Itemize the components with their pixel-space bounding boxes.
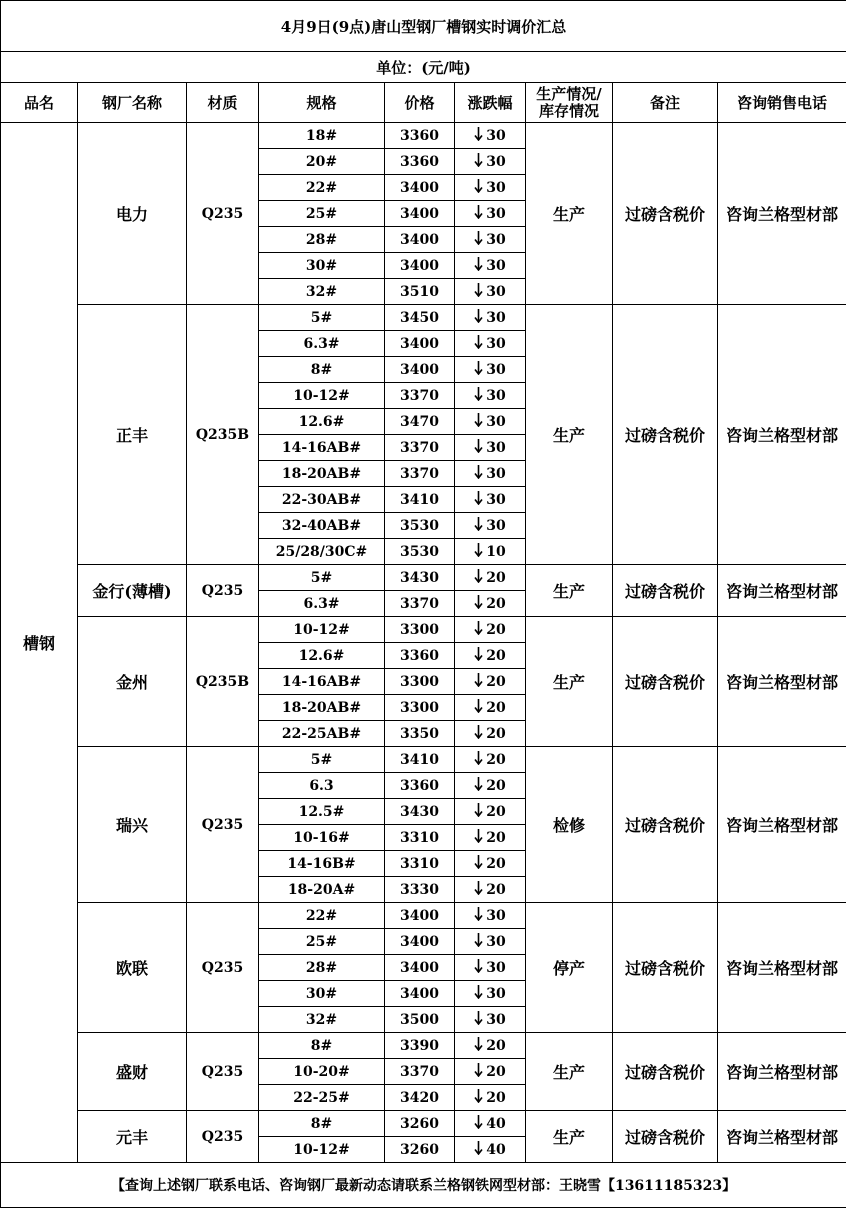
table-row	[1, 123, 846, 149]
spec-cell: 10-20#	[259, 1059, 385, 1085]
change-value: 30	[486, 1011, 506, 1028]
spec-cell: 14-16B#	[259, 851, 385, 877]
change-value: 30	[486, 907, 506, 924]
arrow-down-icon	[474, 542, 483, 561]
change-value: 20	[486, 855, 506, 872]
change-value: 20	[486, 751, 506, 768]
arrow-down-icon	[474, 854, 483, 873]
spec-cell: 22#	[259, 175, 385, 201]
change-cell	[455, 565, 526, 591]
table-row	[1, 747, 846, 773]
change-cell	[455, 487, 526, 513]
price-cell: 3410	[385, 747, 455, 773]
arrow-down-icon	[474, 802, 483, 821]
header-status-line1: 生产情况/	[536, 84, 602, 103]
change-cell	[455, 201, 526, 227]
change-cell	[455, 435, 526, 461]
arrow-down-icon	[474, 308, 483, 327]
spec-cell: 28#	[259, 227, 385, 253]
spec-cell: 18-20AB#	[259, 695, 385, 721]
change-value: 40	[486, 1115, 506, 1132]
change-value: 20	[486, 1037, 506, 1054]
spec-cell: 5#	[259, 565, 385, 591]
spec-cell: 25#	[259, 929, 385, 955]
arrow-down-icon	[474, 178, 483, 197]
change-value: 30	[486, 127, 506, 144]
arrow-down-icon	[474, 1010, 483, 1029]
contact-cell: 咨询兰格型材部	[718, 1111, 846, 1163]
change-value: 30	[486, 959, 506, 976]
price-cell: 3370	[385, 461, 455, 487]
material-cell: Q235	[187, 1033, 259, 1111]
change-cell	[455, 669, 526, 695]
table-title: 4月9日(9点)唐山型钢厂槽钢实时调价汇总	[1, 1, 846, 52]
arrow-down-icon	[474, 230, 483, 249]
price-cell: 3400	[385, 357, 455, 383]
material-cell: Q235	[187, 123, 259, 305]
header-status-line2: 库存情况	[538, 101, 599, 120]
change-cell	[455, 409, 526, 435]
arrow-down-icon	[474, 412, 483, 431]
change-cell	[455, 227, 526, 253]
status-cell: 生产	[526, 1033, 613, 1111]
change-value: 30	[486, 153, 506, 170]
change-value: 20	[486, 1063, 506, 1080]
arrow-down-icon	[474, 1140, 483, 1159]
change-cell	[455, 175, 526, 201]
mill-name-cell: 瑞兴	[78, 747, 187, 903]
spec-cell: 10-16#	[259, 825, 385, 851]
change-cell	[455, 513, 526, 539]
price-cell: 3300	[385, 695, 455, 721]
spec-cell: 14-16AB#	[259, 435, 385, 461]
price-cell: 3360	[385, 149, 455, 175]
price-cell: 3400	[385, 253, 455, 279]
header-spec: 规格	[259, 83, 385, 123]
arrow-down-icon	[474, 880, 483, 899]
change-value: 30	[486, 439, 506, 456]
change-value: 30	[486, 985, 506, 1002]
spec-cell: 32-40AB#	[259, 513, 385, 539]
price-cell: 3300	[385, 617, 455, 643]
change-cell	[455, 331, 526, 357]
price-cell: 3400	[385, 929, 455, 955]
change-value: 30	[486, 205, 506, 222]
arrow-down-icon	[474, 1114, 483, 1133]
status-cell: 生产	[526, 565, 613, 617]
status-cell: 检修	[526, 747, 613, 903]
table-row	[1, 903, 846, 929]
change-cell	[455, 1085, 526, 1111]
arrow-down-icon	[474, 360, 483, 379]
change-value: 30	[486, 283, 506, 300]
change-value: 30	[486, 413, 506, 430]
price-cell: 3330	[385, 877, 455, 903]
arrow-down-icon	[474, 906, 483, 925]
arrow-down-icon	[474, 126, 483, 145]
note-cell: 过磅含税价	[613, 123, 718, 305]
material-cell: Q235B	[187, 617, 259, 747]
price-cell: 3360	[385, 643, 455, 669]
price-cell: 3500	[385, 1007, 455, 1033]
price-cell: 3370	[385, 1059, 455, 1085]
change-cell	[455, 955, 526, 981]
arrow-down-icon	[474, 386, 483, 405]
spec-cell: 30#	[259, 981, 385, 1007]
status-cell: 生产	[526, 305, 613, 565]
arrow-down-icon	[474, 984, 483, 1003]
arrow-down-icon	[474, 568, 483, 587]
arrow-down-icon	[474, 750, 483, 769]
change-value: 20	[486, 777, 506, 794]
change-value: 20	[486, 1089, 506, 1106]
price-cell: 3430	[385, 799, 455, 825]
spec-cell: 12.6#	[259, 643, 385, 669]
header-note: 备注	[613, 83, 718, 123]
change-value: 20	[486, 621, 506, 638]
change-cell	[455, 357, 526, 383]
header-price: 价格	[385, 83, 455, 123]
change-cell	[455, 799, 526, 825]
change-value: 40	[486, 1141, 506, 1158]
price-cell: 3390	[385, 1033, 455, 1059]
product-name-cell: 槽钢	[1, 123, 78, 1163]
spec-cell: 22#	[259, 903, 385, 929]
spec-cell: 22-30AB#	[259, 487, 385, 513]
spec-cell: 22-25#	[259, 1085, 385, 1111]
header-contact: 咨询销售电话	[718, 83, 846, 123]
price-cell: 3450	[385, 305, 455, 331]
change-cell	[455, 825, 526, 851]
change-cell	[455, 877, 526, 903]
mill-name-cell: 正丰	[78, 305, 187, 565]
change-value: 20	[486, 673, 506, 690]
arrow-down-icon	[474, 776, 483, 795]
change-cell	[455, 591, 526, 617]
arrow-down-icon	[474, 1062, 483, 1081]
change-cell	[455, 539, 526, 565]
arrow-down-icon	[474, 516, 483, 535]
spec-cell: 6.3	[259, 773, 385, 799]
price-cell: 3360	[385, 773, 455, 799]
contact-cell: 咨询兰格型材部	[718, 1033, 846, 1111]
arrow-down-icon	[474, 152, 483, 171]
price-cell: 3400	[385, 201, 455, 227]
change-cell	[455, 981, 526, 1007]
header-row	[1, 83, 846, 123]
price-cell: 3300	[385, 669, 455, 695]
note-cell: 过磅含税价	[613, 1033, 718, 1111]
spec-cell: 5#	[259, 747, 385, 773]
change-cell	[455, 747, 526, 773]
table-row	[1, 305, 846, 331]
change-value: 30	[486, 517, 506, 534]
change-value: 30	[486, 387, 506, 404]
mill-name-cell: 电力	[78, 123, 187, 305]
change-cell	[455, 149, 526, 175]
change-cell	[455, 1007, 526, 1033]
unit-label: 单位：(元/吨)	[1, 52, 846, 83]
change-cell	[455, 617, 526, 643]
change-cell	[455, 643, 526, 669]
change-value: 20	[486, 569, 506, 586]
spec-cell: 22-25AB#	[259, 721, 385, 747]
price-cell: 3310	[385, 825, 455, 851]
spec-cell: 25#	[259, 201, 385, 227]
footer-contact-note: 【查询上述钢厂联系电话、咨询钢厂最新动态请联系兰格钢铁网型材部：王晓雪【13611185323】	[1, 1163, 846, 1208]
change-value: 30	[486, 231, 506, 248]
change-value: 30	[486, 465, 506, 482]
price-cell: 3260	[385, 1111, 455, 1137]
header-mill: 钢厂名称	[78, 83, 187, 123]
header-product: 品名	[1, 83, 78, 123]
spec-cell: 8#	[259, 1111, 385, 1137]
note-cell: 过磅含税价	[613, 1111, 718, 1163]
change-cell	[455, 1059, 526, 1085]
contact-cell: 咨询兰格型材部	[718, 565, 846, 617]
header-status	[526, 83, 613, 123]
arrow-down-icon	[474, 672, 483, 691]
price-cell: 3420	[385, 1085, 455, 1111]
change-value: 30	[486, 335, 506, 352]
price-cell: 3370	[385, 591, 455, 617]
change-cell	[455, 1137, 526, 1163]
change-cell	[455, 695, 526, 721]
change-cell	[455, 305, 526, 331]
arrow-down-icon	[474, 282, 483, 301]
price-cell: 3310	[385, 851, 455, 877]
change-cell	[455, 1111, 526, 1137]
note-cell: 过磅含税价	[613, 565, 718, 617]
contact-cell: 咨询兰格型材部	[718, 903, 846, 1033]
arrow-down-icon	[474, 620, 483, 639]
spec-cell: 6.3#	[259, 591, 385, 617]
price-cell: 3400	[385, 955, 455, 981]
material-cell: Q235	[187, 565, 259, 617]
table-row	[1, 1033, 846, 1059]
arrow-down-icon	[474, 958, 483, 977]
spec-cell: 10-12#	[259, 617, 385, 643]
spec-cell: 25/28/30C#	[259, 539, 385, 565]
arrow-down-icon	[474, 594, 483, 613]
spec-cell: 6.3#	[259, 331, 385, 357]
arrow-down-icon	[474, 1088, 483, 1107]
material-cell: Q235B	[187, 305, 259, 565]
change-value: 20	[486, 725, 506, 742]
arrow-down-icon	[474, 646, 483, 665]
contact-cell: 咨询兰格型材部	[718, 617, 846, 747]
change-cell	[455, 929, 526, 955]
note-cell: 过磅含税价	[613, 305, 718, 565]
price-cell: 3530	[385, 539, 455, 565]
mill-name-cell: 欧联	[78, 903, 187, 1033]
change-cell	[455, 461, 526, 487]
spec-cell: 12.5#	[259, 799, 385, 825]
spec-cell: 8#	[259, 1033, 385, 1059]
change-value: 20	[486, 647, 506, 664]
spec-cell: 10-12#	[259, 383, 385, 409]
change-value: 20	[486, 699, 506, 716]
table-row	[1, 1111, 846, 1137]
table-row	[1, 617, 846, 643]
price-cell: 3400	[385, 227, 455, 253]
spec-cell: 10-12#	[259, 1137, 385, 1163]
status-cell: 停产	[526, 903, 613, 1033]
arrow-down-icon	[474, 698, 483, 717]
change-cell	[455, 773, 526, 799]
table-row	[1, 565, 846, 591]
price-cell: 3410	[385, 487, 455, 513]
change-value: 30	[486, 361, 506, 378]
spec-cell: 8#	[259, 357, 385, 383]
price-cell: 3400	[385, 981, 455, 1007]
price-cell: 3350	[385, 721, 455, 747]
change-value: 20	[486, 829, 506, 846]
price-cell: 3400	[385, 331, 455, 357]
status-cell: 生产	[526, 123, 613, 305]
arrow-down-icon	[474, 256, 483, 275]
arrow-down-icon	[474, 828, 483, 847]
arrow-down-icon	[474, 464, 483, 483]
price-cell: 3400	[385, 175, 455, 201]
spec-cell: 20#	[259, 149, 385, 175]
price-cell: 3510	[385, 279, 455, 305]
spec-cell: 18-20AB#	[259, 461, 385, 487]
change-cell	[455, 279, 526, 305]
price-cell: 3360	[385, 123, 455, 149]
price-cell: 3260	[385, 1137, 455, 1163]
price-cell: 3430	[385, 565, 455, 591]
change-cell	[455, 903, 526, 929]
arrow-down-icon	[474, 438, 483, 457]
price-cell: 3470	[385, 409, 455, 435]
change-cell	[455, 383, 526, 409]
change-cell	[455, 253, 526, 279]
mill-name-cell: 金州	[78, 617, 187, 747]
change-value: 20	[486, 881, 506, 898]
spec-cell: 28#	[259, 955, 385, 981]
change-value: 20	[486, 803, 506, 820]
spec-cell: 12.6#	[259, 409, 385, 435]
material-cell: Q235	[187, 903, 259, 1033]
change-value: 30	[486, 933, 506, 950]
status-cell: 生产	[526, 1111, 613, 1163]
spec-cell: 32#	[259, 279, 385, 305]
price-cell: 3370	[385, 435, 455, 461]
change-cell	[455, 123, 526, 149]
change-cell	[455, 1033, 526, 1059]
change-value: 30	[486, 179, 506, 196]
change-cell	[455, 851, 526, 877]
change-value: 30	[486, 257, 506, 274]
spec-cell: 18#	[259, 123, 385, 149]
contact-cell: 咨询兰格型材部	[718, 123, 846, 305]
price-cell: 3370	[385, 383, 455, 409]
mill-name-cell: 盛财	[78, 1033, 187, 1111]
arrow-down-icon	[474, 334, 483, 353]
status-cell: 生产	[526, 617, 613, 747]
change-cell	[455, 721, 526, 747]
contact-cell: 咨询兰格型材部	[718, 747, 846, 903]
arrow-down-icon	[474, 932, 483, 951]
note-cell: 过磅含税价	[613, 747, 718, 903]
change-value: 30	[486, 491, 506, 508]
spec-cell: 18-20A#	[259, 877, 385, 903]
arrow-down-icon	[474, 490, 483, 509]
spec-cell: 14-16AB#	[259, 669, 385, 695]
arrow-down-icon	[474, 1036, 483, 1055]
price-cell: 3530	[385, 513, 455, 539]
price-cell: 3400	[385, 903, 455, 929]
header-material: 材质	[187, 83, 259, 123]
mill-name-cell: 元丰	[78, 1111, 187, 1163]
spec-cell: 5#	[259, 305, 385, 331]
material-cell: Q235	[187, 1111, 259, 1163]
change-value: 30	[486, 309, 506, 326]
mill-name-cell: 金行(薄槽)	[78, 565, 187, 617]
note-cell: 过磅含税价	[613, 903, 718, 1033]
change-value: 20	[486, 595, 506, 612]
contact-cell: 咨询兰格型材部	[718, 305, 846, 565]
spec-cell: 30#	[259, 253, 385, 279]
spec-cell: 32#	[259, 1007, 385, 1033]
header-change: 涨跌幅	[455, 83, 526, 123]
change-value: 10	[486, 543, 506, 560]
arrow-down-icon	[474, 204, 483, 223]
arrow-down-icon	[474, 724, 483, 743]
note-cell: 过磅含税价	[613, 617, 718, 747]
material-cell: Q235	[187, 747, 259, 903]
